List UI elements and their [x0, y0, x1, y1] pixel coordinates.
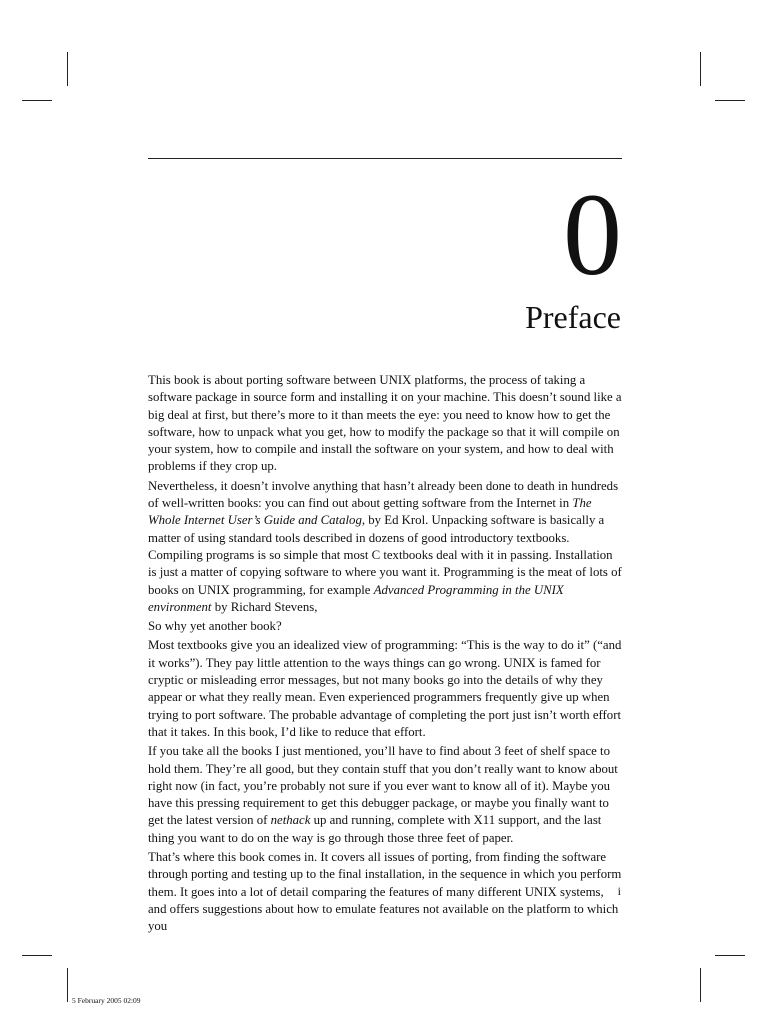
crop-mark	[67, 968, 68, 1002]
crop-mark	[715, 955, 745, 956]
page-number: i	[617, 884, 621, 898]
paragraph: So why yet another book?	[148, 619, 282, 634]
italic-title: The Whole Internet User’s Guide and Catalog	[148, 496, 592, 528]
chapter-number: 0	[563, 169, 622, 300]
paragraph: This book is about porting software between UNIX platforms, the process of taking a software package in source form and installing it on your machine. This doesn’t sound like a big deal at first, but there’s more to it than meets the eye: you need to know how to get the software, how to unpack what you get, how to modify the package so that it will compile on your system, how to compile and install the software on your system, and how to deal with problems if they crop up.	[148, 373, 622, 474]
crop-mark	[700, 52, 701, 86]
italic-title: nethack	[270, 813, 311, 828]
paragraph: That’s where this book comes in. It covers all issues of porting, from finding the software through porting and testing up to the final installation, in the sequence in which you perform them. It goes into a lot of detail comparing the features of many different UNIX systems, and offers suggestions about how to emulate features not available on the platform to which you	[148, 850, 622, 934]
crop-mark	[715, 100, 745, 101]
chapter-rule	[148, 158, 622, 159]
chapter-title: Preface	[525, 299, 621, 335]
footer-date: 5 February 2005 02:09	[72, 996, 141, 1005]
paragraph: Nevertheless, it doesn’t involve anything that hasn’t already been done to death in hundreds of well-written books: you can find out about getting software from the Internet in The Whole Internet User’s Guide and Catalog, by Ed Krol. Unpacking software is basically a matter of using standard tools described in dozens of good introductory textbooks. Compiling programs is so simple that most C textbooks deal with it in passing. Installation is just a matter of copying software to where you want it. Programming is the meat of lots of books on UNIX programming, for example Advanced Programming in the UNIX environment by Richard Stevens,	[148, 478, 622, 614]
italic-title: Advanced Programming in the UNIX environment	[148, 582, 564, 614]
paragraph: If you take all the books I just mentioned, you’ll have to find about 3 feet of shelf space to hold them. They’re all good, but they contain stuff that you don’t really want to know about right now (in fact, you’re probably not sure if you ever want to know all of it). Maybe you have this pressing requirement to get this debugger package, or maybe you finally want to get the latest version of nethack up and running, complete with X11 support, and the last thing you want to do on the way is go through those three feet of paper.	[148, 744, 618, 845]
crop-mark	[22, 100, 52, 101]
crop-mark	[67, 52, 68, 86]
paragraph: Most textbooks give you an idealized view of programming: “This is the way to do it” (“and it works”). They pay little attention to the ways things can go wrong. UNIX is famed for cryptic or misleading error messages, but not many books go into the details of why they appear or what they really mean. Even experienced programmers frequently give up when trying to port software. The probable advantage of completing the port just isn’t worth effort that it takes. In this book, I’d like to reduce that effort.	[148, 638, 622, 739]
body-text	[148, 372, 622, 938]
crop-mark	[700, 968, 701, 1002]
crop-mark	[22, 955, 52, 956]
